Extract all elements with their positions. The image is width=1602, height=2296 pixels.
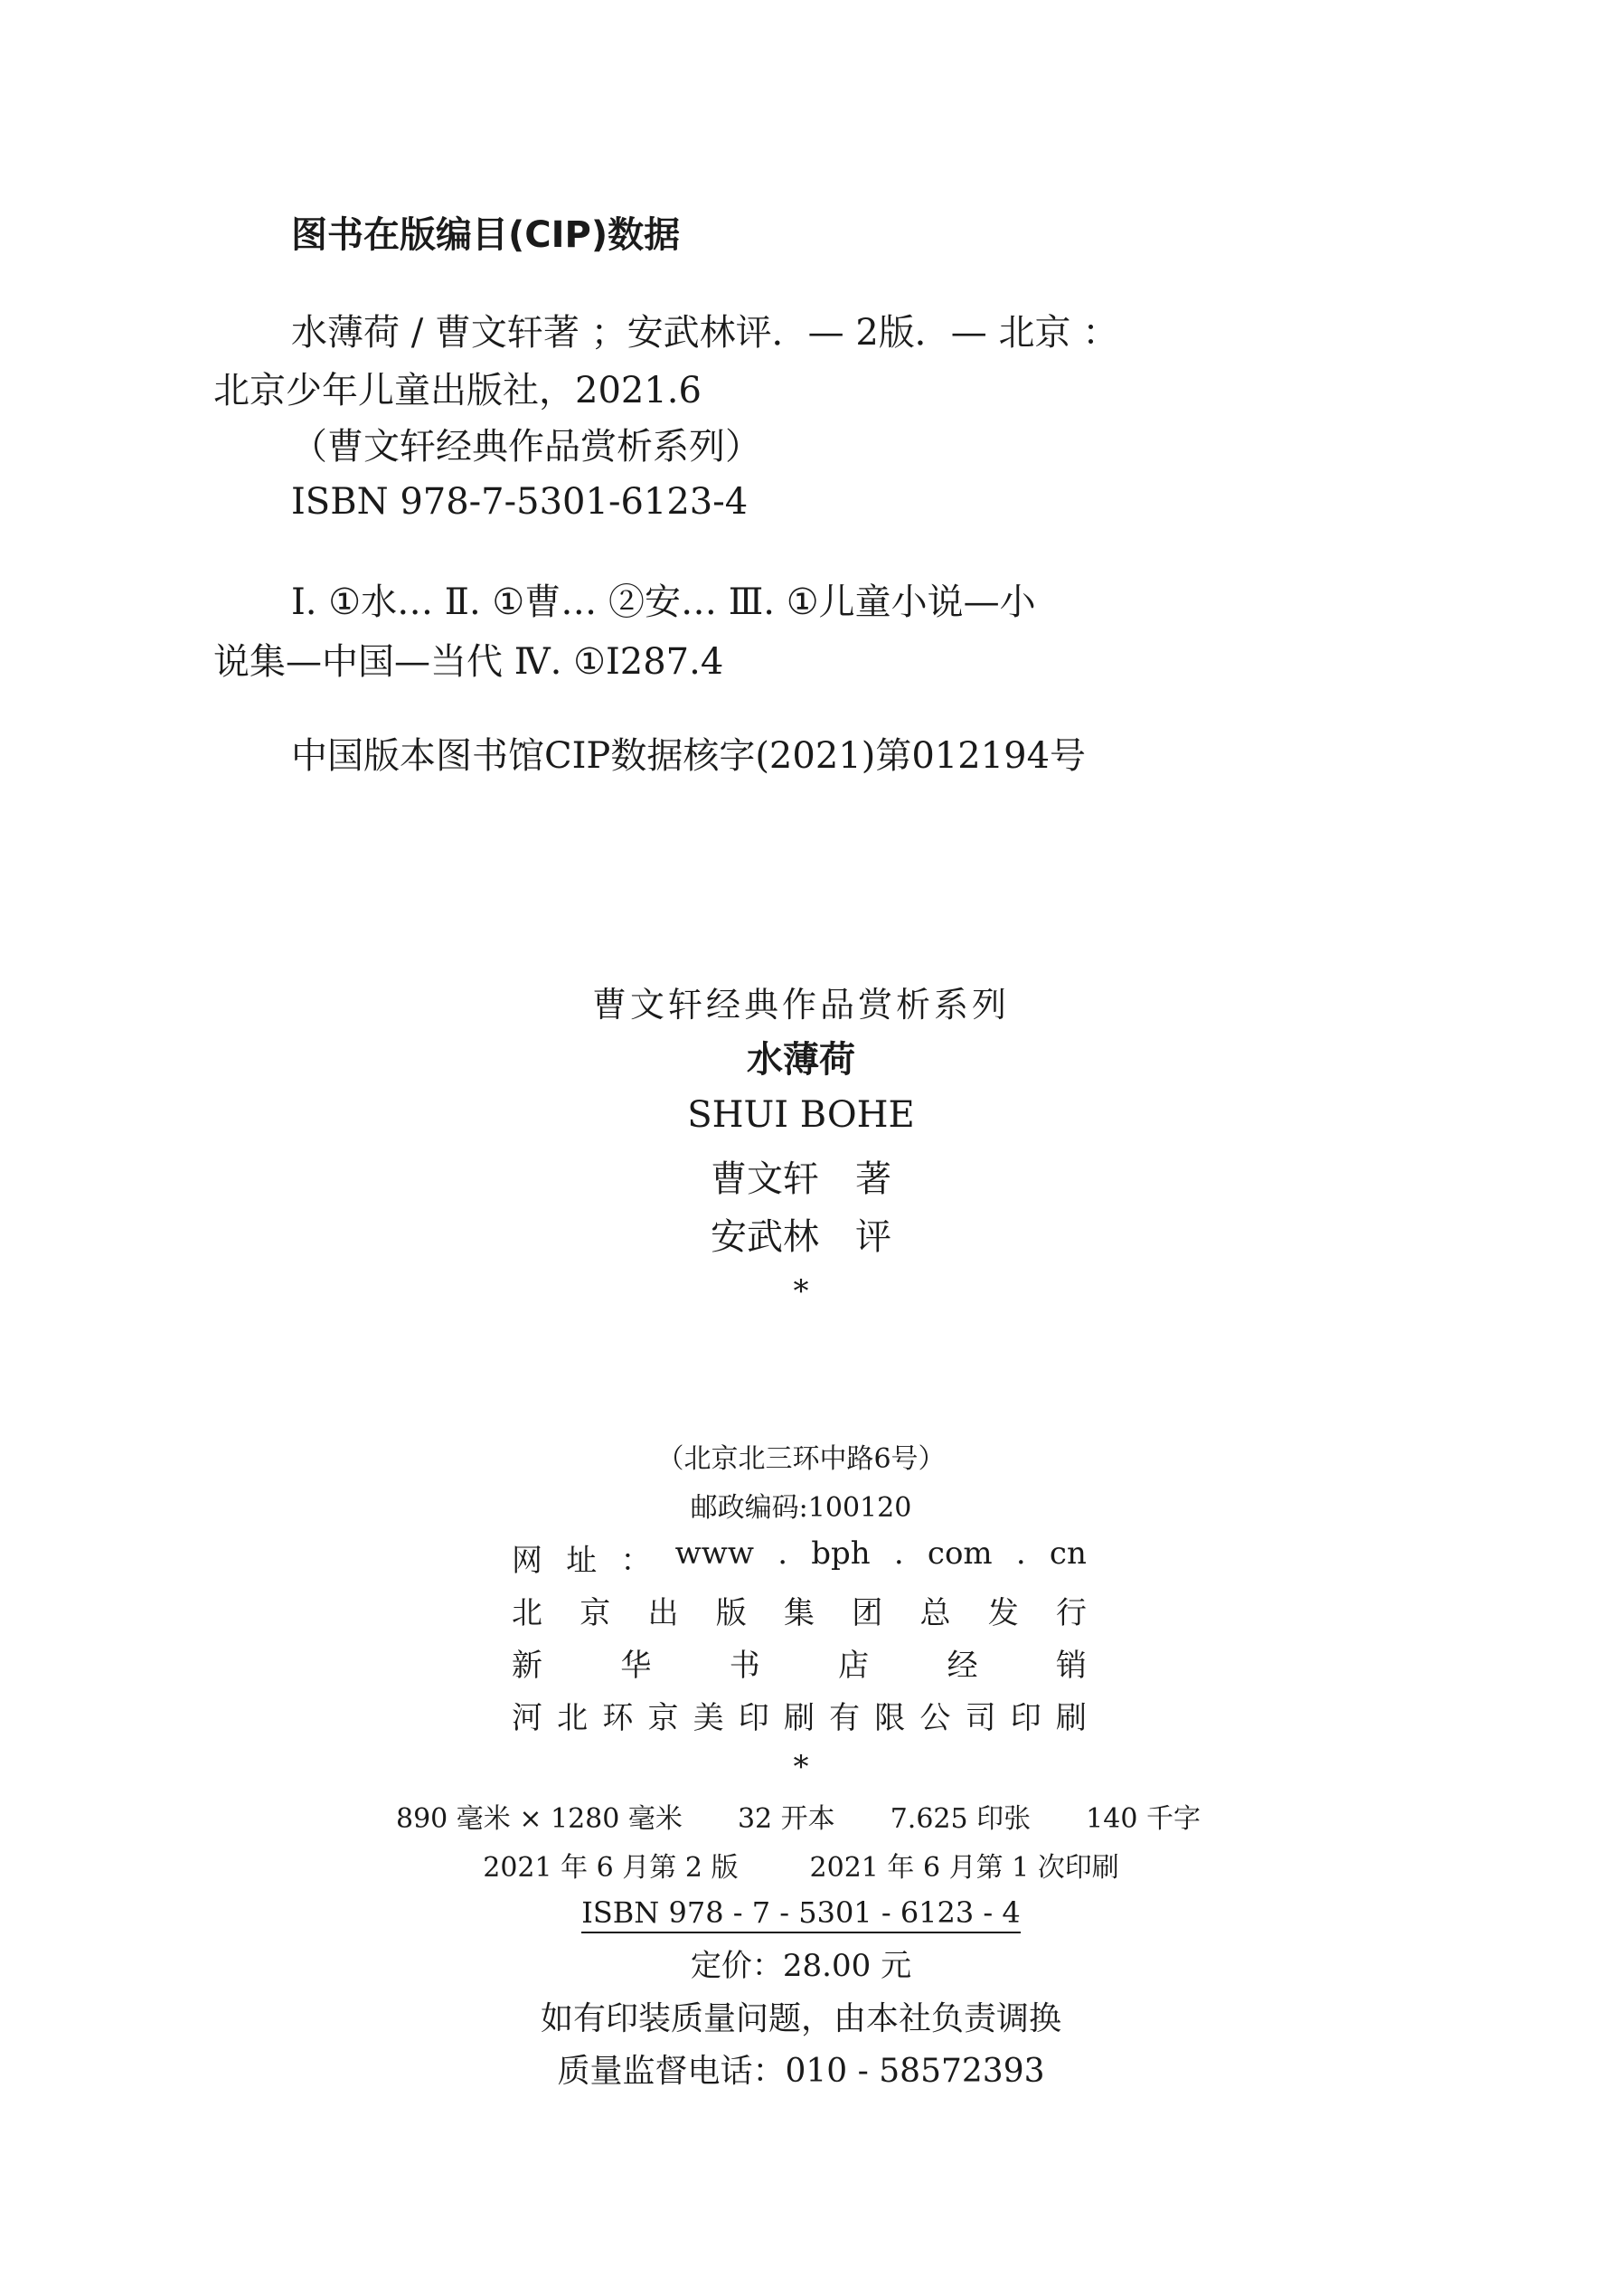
distributor-char: 京 <box>580 1595 611 1631</box>
quality-note: 如有印装质量问题，由本社负责调换 <box>540 2000 1061 2037</box>
paper-size: 890 毫米 × 1280 毫米 <box>396 1803 683 1835</box>
website-part: . <box>777 1535 787 1572</box>
seller-char: 经 <box>947 1648 978 1684</box>
website-label-char: ： <box>620 1543 652 1579</box>
cip-heading: 图书在版编目(CIP)数据 <box>291 214 681 256</box>
isbn-line <box>0 1895 1602 1930</box>
distributor-char: 出 <box>647 1595 679 1631</box>
printer-char: 印 <box>1010 1700 1041 1736</box>
quality-hotline: 质量监督电话：010 - 58572393 <box>557 2053 1045 2090</box>
book-title-pinyin: SHUI BOHE <box>687 1094 915 1136</box>
website-part: www <box>674 1535 754 1572</box>
distributor-char: 行 <box>1056 1595 1087 1631</box>
distributor-line <box>512 1588 1087 1632</box>
seller-char: 书 <box>729 1648 760 1684</box>
website-line <box>512 1535 1087 1580</box>
distributor-char: 北 <box>512 1595 542 1631</box>
distributor-char: 版 <box>715 1595 747 1631</box>
cip-subject-line-1: Ⅰ. ①水… Ⅱ. ①曹… ②安… Ⅲ. ①儿童小说—小 <box>291 581 1036 623</box>
seller-char: 店 <box>838 1648 870 1684</box>
format: 32 开本 <box>737 1803 835 1835</box>
cip-verification: 中国版本图书馆CIP数据核字(2021)第012194号 <box>291 735 1087 777</box>
distributor-char: 团 <box>852 1595 883 1631</box>
cip-line-3: （曹文轩经典作品赏析系列） <box>291 426 761 468</box>
postcode: 邮政编码:100120 <box>690 1492 912 1524</box>
edition: 2021 年 6 月第 2 版 <box>483 1852 739 1884</box>
website-part: . <box>1015 1535 1026 1572</box>
printer-char: 刷 <box>783 1700 815 1736</box>
separator-star: * <box>793 1749 809 1785</box>
seller-char: 新 <box>512 1648 542 1684</box>
printer-char: 北 <box>557 1700 589 1736</box>
printer-char: 河 <box>512 1700 542 1736</box>
reviewer-line: 安武林 评 <box>711 1216 891 1258</box>
word-count: 140 千字 <box>1086 1803 1201 1835</box>
printer-char: 京 <box>647 1700 679 1736</box>
printed-sheets: 7.625 印张 <box>890 1803 1032 1835</box>
distributor-char: 发 <box>987 1595 1019 1631</box>
specs-line <box>396 1796 1201 1836</box>
separator-star: * <box>793 1273 809 1309</box>
website-part: cn <box>1049 1535 1087 1572</box>
seller-line <box>512 1640 1087 1685</box>
printer-char: 公 <box>919 1700 951 1736</box>
printer-char: 环 <box>602 1700 634 1736</box>
website-label-char: 网 <box>512 1543 542 1579</box>
publisher-address: （北京北三环中路6号） <box>656 1443 946 1475</box>
printer-char: 司 <box>965 1700 996 1736</box>
seller-char: 销 <box>1055 1648 1087 1684</box>
cip-isbn: ISBN 978-7-5301-6123-4 <box>291 481 749 523</box>
printer-char: 印 <box>738 1700 769 1736</box>
website-part: . <box>893 1535 904 1572</box>
website-part: bph <box>811 1535 871 1572</box>
cip-line-1: 水薄荷 / 曹文轩著 ；安武林评．— 2版．— 北京 ： <box>291 312 1119 354</box>
printer-char: 美 <box>693 1700 724 1736</box>
series-name: 曹文轩经典作品赏析系列 <box>591 985 1010 1025</box>
distributor-char: 集 <box>784 1595 815 1631</box>
cip-line-2: 北京少年儿童出版社，2021.6 <box>213 370 702 411</box>
printing: 2021 年 6 月第 1 次印刷 <box>809 1852 1119 1884</box>
edition-line <box>0 1845 1602 1885</box>
price: 定价：28.00 元 <box>690 1948 912 1984</box>
author-line: 曹文轩 著 <box>711 1158 891 1200</box>
distributor-char: 总 <box>919 1595 951 1631</box>
printer-line <box>512 1693 1087 1737</box>
book-title: 水薄荷 <box>747 1039 855 1081</box>
printer-char: 有 <box>829 1700 861 1736</box>
cip-subject-line-2: 说集—中国—当代 Ⅳ. ①I287.4 <box>213 641 724 683</box>
website-label-char: 址 <box>566 1543 598 1579</box>
seller-char: 华 <box>620 1648 652 1684</box>
isbn: ISBN 978 - 7 - 5301 - 6123 - 4 <box>581 1895 1021 1933</box>
printer-char: 刷 <box>1055 1700 1087 1736</box>
website-part: com <box>927 1535 993 1572</box>
printer-char: 限 <box>874 1700 906 1736</box>
